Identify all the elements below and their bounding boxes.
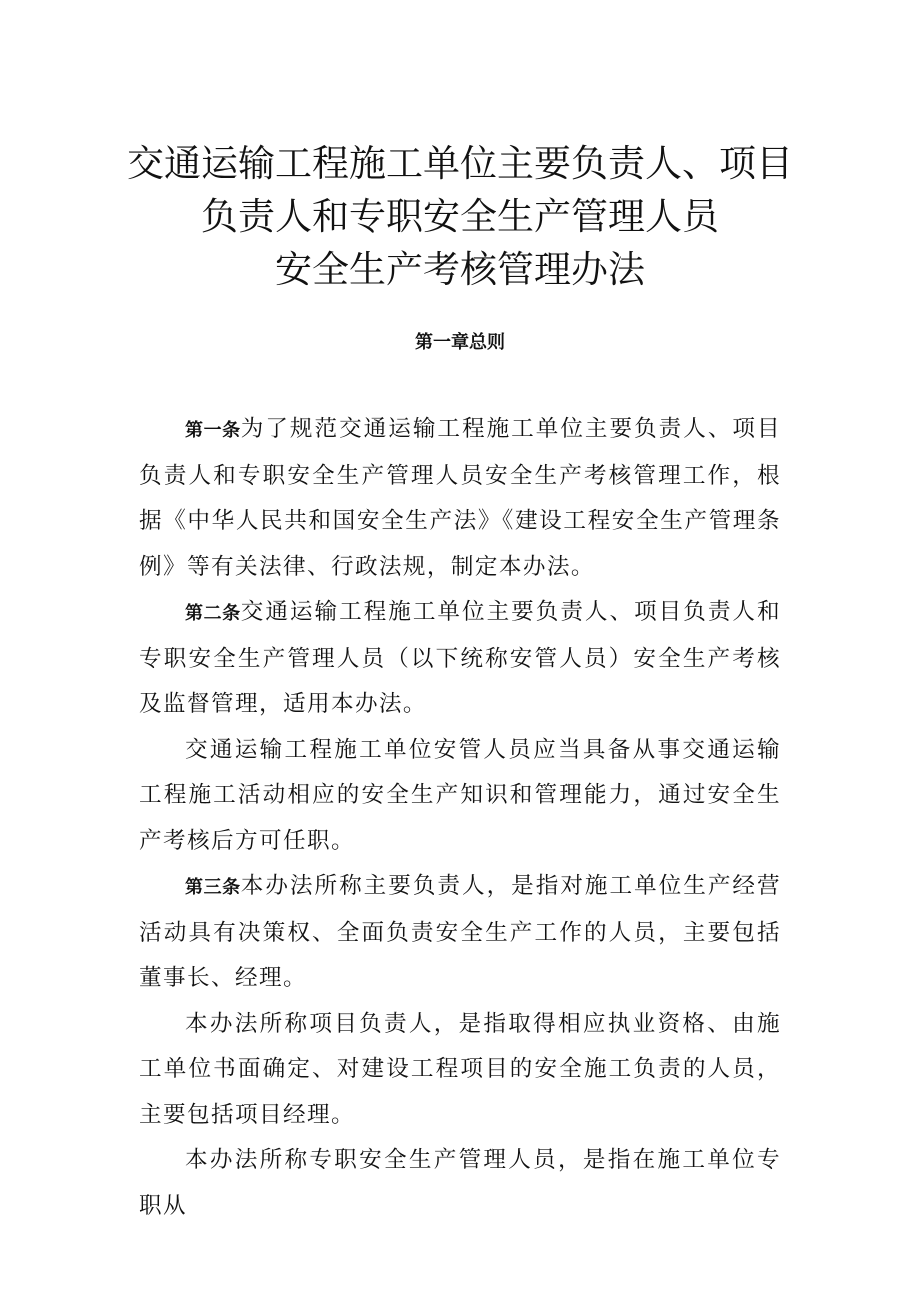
paragraph-text: 本办法所称主要负责人，是指对施工单位生产经营活动具有决策权、全面负责安全生产工作的人员，主要包括董事长、经理。 — [139, 873, 781, 991]
paragraph-article-3-sub-2 — [139, 1138, 781, 1229]
chapter-heading: 第一章总则 — [415, 332, 505, 353]
paragraph-text: 交通运输工程施工单位主要负责人、项目负责人和专职安全生产管理人员（以下统称安管人员）安全生产考核及监督管理，适用本办法。 — [139, 599, 781, 717]
article-number: 第一条 — [185, 420, 241, 441]
paragraph-article-3 — [139, 864, 781, 1002]
paragraph-article-2 — [139, 590, 781, 728]
paragraph-text: 交通运输工程施工单位安管人员应当具备从事交通运输工程施工活动相应的安全生产知识和管理能力，通过安全生产考核后方可任职。 — [139, 736, 781, 854]
title-line-3: 安全生产考核管理办法 — [275, 247, 645, 291]
document-title — [80, 137, 840, 296]
title-line-1: 交通运输工程施工单位主要负责人、项目 — [127, 141, 793, 185]
article-number: 第三条 — [185, 877, 241, 898]
paragraph-text: 本办法所称项目负责人，是指取得相应执业资格、由施工单位书面确定、对建设工程项目的安全施工负责的人员，主要包括项目经理。 — [139, 1010, 781, 1128]
document-body — [139, 407, 781, 1229]
paragraph-text: 为了规范交通运输工程施工单位主要负责人、项目负责人和专职安全生产管理人员安全生产考核管理工作，根据《中华人民共和国安全生产法》《建设工程安全生产管理条例》等有关法律、行政法规，制定本办法。 — [139, 416, 781, 580]
paragraph-article-3-sub-1 — [139, 1002, 781, 1139]
title-line-2: 负责人和专职安全生产管理人员 — [201, 194, 719, 238]
paragraph-text: 本办法所称专职安全生产管理人员，是指在施工单位专职从 — [139, 1147, 781, 1219]
article-number: 第二条 — [185, 603, 241, 624]
paragraph-article-2-sub — [139, 728, 781, 865]
paragraph-article-1 — [139, 407, 781, 590]
